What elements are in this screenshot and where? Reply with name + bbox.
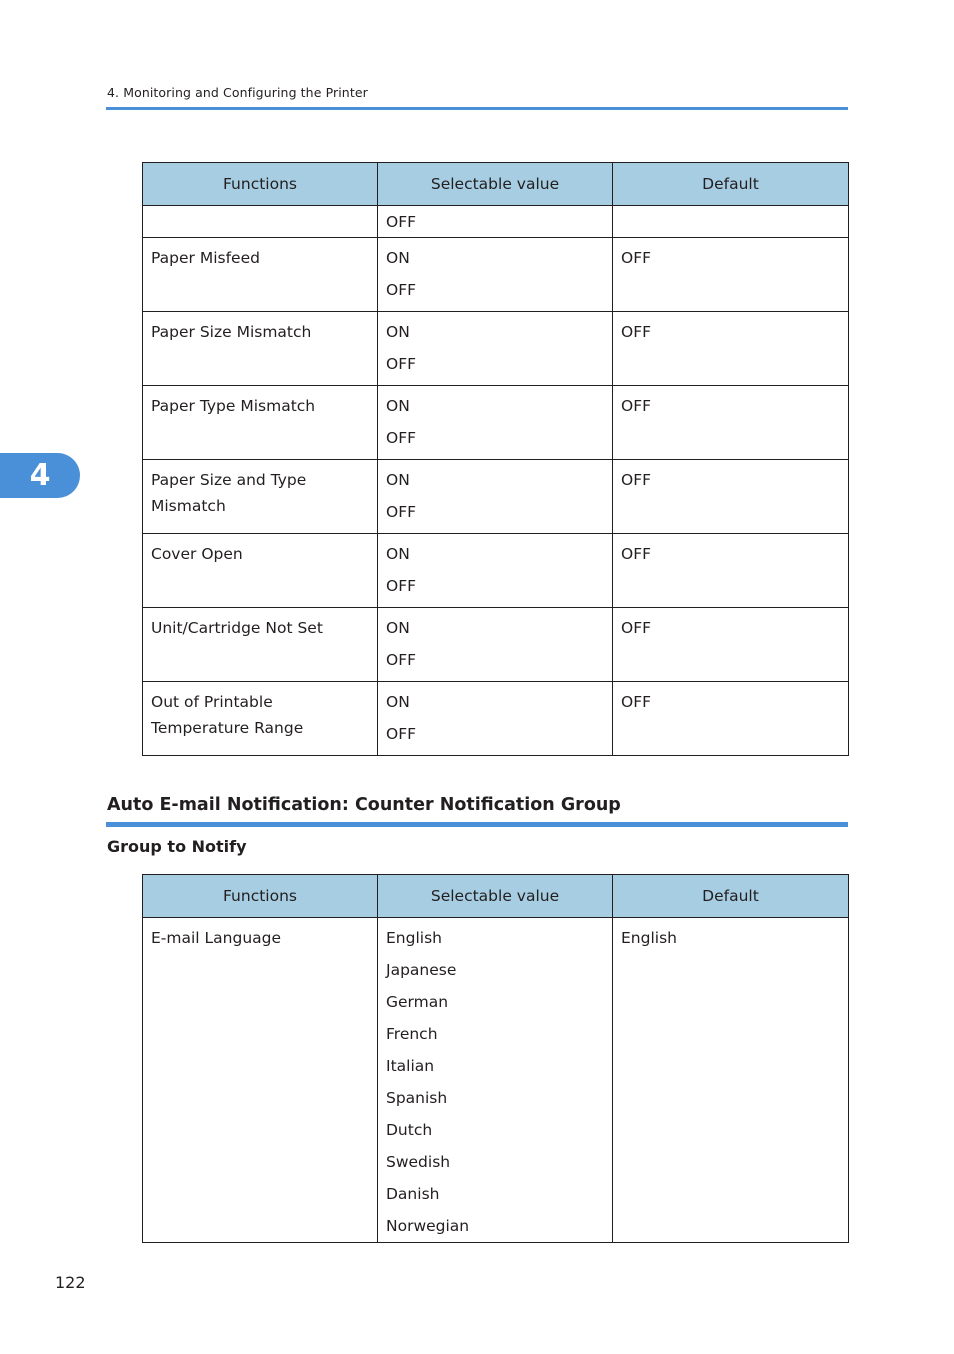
function-cell [143,206,378,238]
table-row-continuation [143,206,849,238]
table-row [143,386,849,460]
table-row [143,534,849,608]
function-label: Out of Printable Temperature Range [151,693,304,737]
value-option: OFF [386,503,417,521]
function-label: Paper Type Mismatch [151,397,316,415]
value-option: Swedish [386,1153,451,1171]
value-cell [378,608,613,682]
value-cell [378,386,613,460]
value-cell [378,312,613,386]
value-option: ON [386,545,410,563]
function-cell [143,460,378,534]
default-cell [613,682,849,756]
table-row [143,918,849,1243]
value-option: Spanish [386,1089,448,1107]
page-number: 122 [55,1273,86,1292]
table-row [143,238,849,312]
column-header-default: Default [613,875,849,918]
column-header-default: Default [613,163,849,206]
value-cell [378,682,613,756]
value-option: Japanese [386,961,457,979]
function-cell [143,918,378,1243]
default-label: OFF [621,471,652,489]
function-cell [143,386,378,460]
header-rule [106,107,848,110]
value-option: German [386,993,449,1011]
running-header: 4. Monitoring and Configuring the Printer [107,85,368,100]
function-label: Unit/Cartridge Not Set [151,619,323,637]
default-cell [613,312,849,386]
function-cell [143,238,378,312]
value-option: Norwegian [386,1217,470,1235]
function-cell [143,534,378,608]
table-header-row [143,163,849,206]
table-header-row [143,875,849,918]
default-label: OFF [621,249,652,267]
value-option: OFF [386,429,417,447]
function-label: Cover Open [151,545,243,563]
value-option: French [386,1025,438,1043]
function-label: E-mail Language [151,929,282,947]
default-label: OFF [621,619,652,637]
column-header-selectable-value: Selectable value [378,875,613,918]
function-label: Paper Size Mismatch [151,323,312,341]
section-rule [106,822,848,827]
value-cell [378,460,613,534]
value-option: Italian [386,1057,435,1075]
default-label: OFF [621,397,652,415]
value-cell [378,918,613,1243]
chapter-tab: 4 [0,453,80,498]
default-cell [613,608,849,682]
counter-notification-table [142,874,849,1243]
sub-heading: Group to Notify [107,837,247,856]
column-header-functions: Functions [143,875,378,918]
value-label: OFF [386,212,417,231]
column-header-selectable-value: Selectable value [378,163,613,206]
value-option: Danish [386,1185,440,1203]
value-option: OFF [386,281,417,299]
function-cell [143,682,378,756]
section-heading: Auto E-mail Notification: Counter Notification Group [107,795,621,815]
value-option: OFF [386,651,417,669]
value-option: ON [386,397,410,415]
default-cell [613,460,849,534]
value-option: OFF [386,725,417,743]
value-option: English [386,929,442,947]
function-cell [143,312,378,386]
function-label: Paper Misfeed [151,249,260,267]
value-cell [378,238,613,312]
table-row [143,682,849,756]
value-option: OFF [386,355,417,373]
default-cell [613,918,849,1243]
default-cell [613,206,849,238]
default-label: OFF [621,323,652,341]
default-cell [613,534,849,608]
function-label: Paper Size and Type Mismatch [151,471,307,515]
default-cell [613,238,849,312]
functions-table [142,162,849,756]
value-option: OFF [386,577,417,595]
function-cell [143,608,378,682]
value-option: ON [386,619,410,637]
table-row [143,460,849,534]
value-option: ON [386,323,410,341]
value-cell [378,206,613,238]
table-row [143,312,849,386]
column-header-functions: Functions [143,163,378,206]
default-label: OFF [621,693,652,711]
value-option: ON [386,471,410,489]
table-row [143,608,849,682]
value-option: ON [386,249,410,267]
default-cell [613,386,849,460]
value-option: Dutch [386,1121,433,1139]
value-cell [378,534,613,608]
default-label: OFF [621,545,652,563]
default-label: English [621,929,677,947]
value-option: ON [386,693,410,711]
